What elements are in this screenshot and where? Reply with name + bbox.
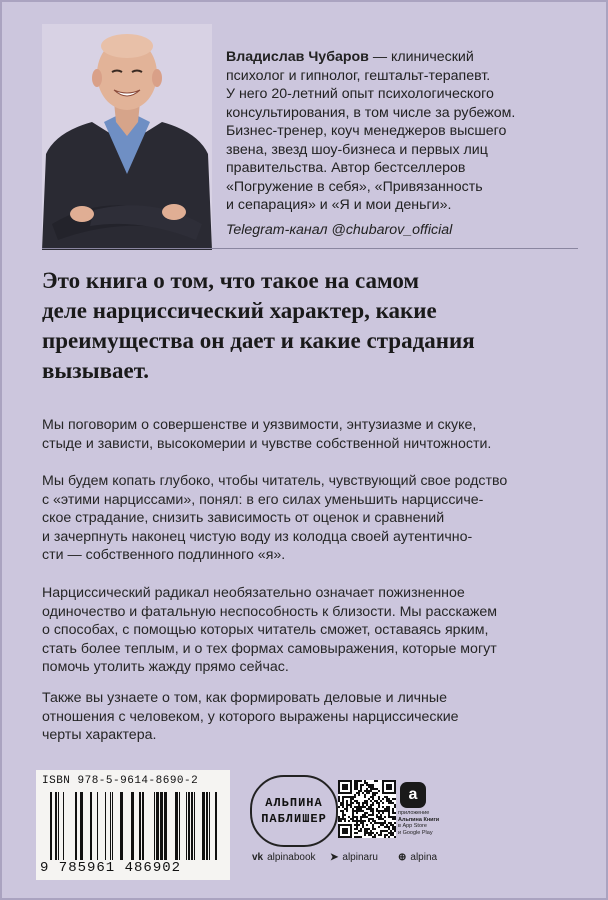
paragraph: Нарциссический радикал необязательно означает пожизненное одиночество и фатальную неспособность к близости. Мы расскажем о способах, с помощью которых читатель сможет, оставаясь ярким, стать более теплым, и о тех формах самовыражения, которые могут помочь утолить жажду прямо сейчас. <box>42 585 498 676</box>
qr-code-icon <box>338 780 396 838</box>
author-name: Владислав Чубаров <box>226 49 369 65</box>
publisher-logo: АЛЬПИНА ПАБЛИШЕР <box>250 775 338 847</box>
plus-circle-icon: ⊕ <box>398 852 407 863</box>
app-promo: приложение Альпина Книги в App Store и Google Play <box>398 810 440 836</box>
social-alpina: ⊕ alpina <box>398 852 438 863</box>
barcode-number: 9 785961 486902 <box>40 860 182 876</box>
author-telegram: Telegram-канал @chubarov_official <box>226 221 453 238</box>
lead-text: Это книга о том, что такое на самом деле нарциссический характер, какие преимущества он дает и какие страдания вызывает. <box>42 268 475 383</box>
telegram-icon: ➤ <box>330 852 339 863</box>
author-bio: Владислав Чубаров — клинический психолог и гипнолог, гештальт-терапевт. У него 20-летний опыт психологического консультирования, в том числе за рубежом. Бизнес-тренер, коуч менеджеров высшего звена, звезд шоу-бизнеса и первых лиц правительства. Автор бестселлеров «Погружение в себя», «Привязанность и сепарация» и «Я и мои деньги». Telegram-канал @chubarov_official <box>226 48 576 239</box>
isbn-text: ISBN 978-5-9614-8690-2 <box>42 775 199 787</box>
social-vk: vk alpinabook <box>252 852 316 863</box>
social-telegram: ➤ alpinaru <box>330 852 378 863</box>
app-logo-icon: a <box>400 782 426 808</box>
author-photo <box>42 24 212 250</box>
paragraph: Мы будем копать глубоко, чтобы читатель, чувствующий свое родство с «этими нарциссами», понял: в его силах уменьшить нарциссиче- ское страдание, снизить зависимость от оценок и сравнений и зачерпнуть наконец чистую воду из колодца своей аутентично- сти — собственного подлинного «я». <box>42 473 508 564</box>
paragraph: Мы поговорим о совершенстве и уязвимости, энтузиазме и скуке, стыде и зависти, высокомерии и чувстве собственной ничтожности. <box>42 417 492 452</box>
paragraph: Также вы узнаете о том, как формировать деловые и личные отношения с человеком, у которого выражены нарциссические черты характера. <box>42 690 459 744</box>
divider <box>42 248 578 249</box>
barcode <box>36 770 230 880</box>
vk-icon: vk <box>252 852 264 863</box>
barcode-bars <box>50 792 222 860</box>
